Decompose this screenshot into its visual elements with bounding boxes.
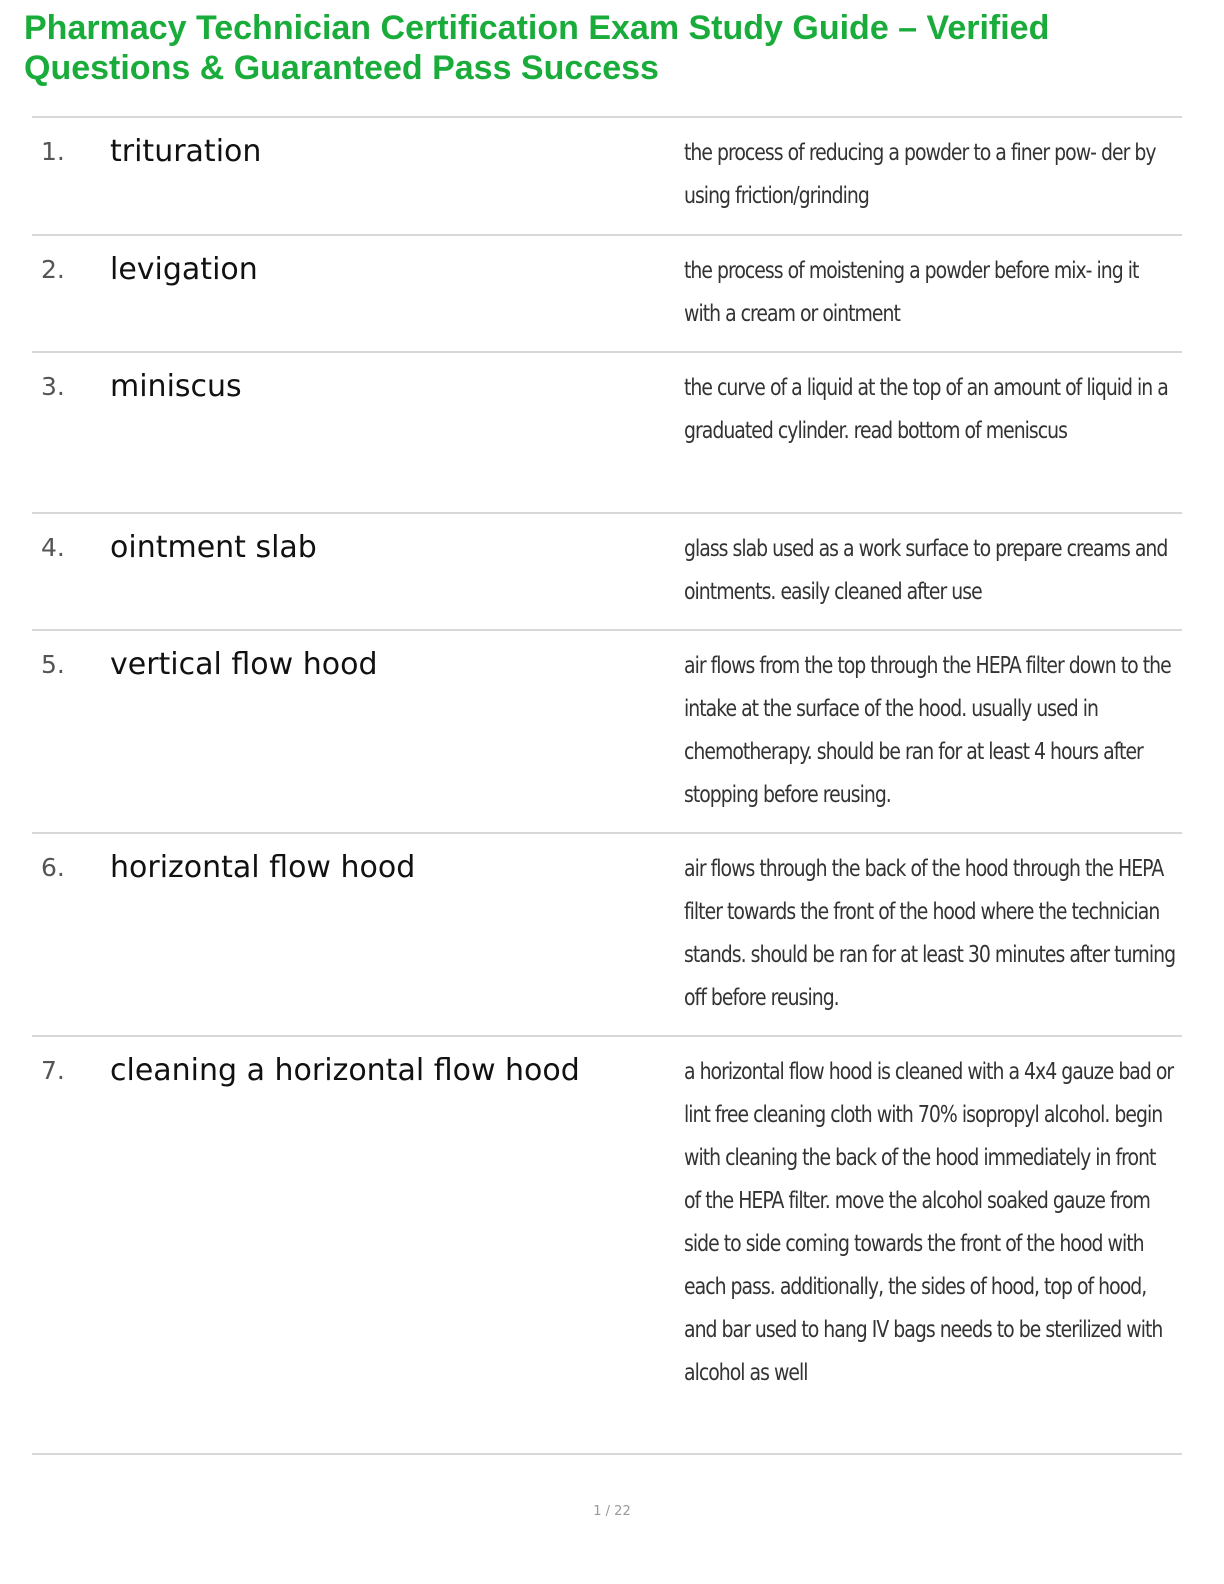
card-number: 5. bbox=[41, 650, 65, 679]
page-title: Pharmacy Technician Certification Exam Study Guide – Verified Questions & Guaranteed Pass Success bbox=[24, 9, 1050, 87]
flashcard-table bbox=[32, 116, 1182, 1455]
card-definition: the curve of a liquid at the top of an amount of liquid in a graduated cylinder. read bottom of meniscus bbox=[684, 375, 1168, 444]
card-term: vertical flow hood bbox=[110, 647, 378, 682]
table-row bbox=[32, 1037, 1182, 1455]
card-number: 7. bbox=[41, 1056, 65, 1085]
card-number: 4. bbox=[41, 533, 65, 562]
card-definition: air flows through the back of the hood through the HEPA filter towards the front of the hood where the technician stands. should be ran for at least 30 minutes after turning off before reusing. bbox=[684, 856, 1176, 1011]
card-definition: air flows from the top through the HEPA filter down to the intake at the surface of the hood. usually used in chemotherapy. should be ran for at least 4 hours after stopping before reusing. bbox=[684, 653, 1171, 808]
card-number: 3. bbox=[41, 372, 65, 401]
card-number: 1. bbox=[41, 137, 65, 166]
card-term: cleaning a horizontal flow hood bbox=[110, 1053, 580, 1088]
card-number: 6. bbox=[41, 853, 65, 882]
card-term: horizontal flow hood bbox=[110, 850, 416, 885]
table-row bbox=[32, 118, 1182, 236]
card-term: trituration bbox=[110, 134, 262, 169]
card-number: 2. bbox=[41, 255, 65, 284]
card-term: miniscus bbox=[110, 369, 242, 404]
card-term: ointment slab bbox=[110, 530, 317, 565]
card-definition: glass slab used as a work surface to prepare creams and ointments. easily cleaned after use bbox=[684, 536, 1168, 605]
table-row bbox=[32, 631, 1182, 834]
table-row bbox=[32, 834, 1182, 1037]
card-definition: a horizontal flow hood is cleaned with a 4x4 gauze bad or lint free cleaning cloth with 70% isopropyl alcohol. begin with cleaning the back of the hood immediately in front of the HEPA filter. move the alcohol soaked gauze from side to side coming towards the front of the hood with each pass. additionally, the sides of hood, top of hood, and bar used to hang IV bags needs to be sterilized with alcohol as well bbox=[684, 1059, 1174, 1386]
table-row bbox=[32, 236, 1182, 353]
card-definition: the process of reducing a powder to a finer pow- der by using friction/grinding bbox=[684, 140, 1156, 209]
card-term: levigation bbox=[110, 252, 258, 287]
table-row bbox=[32, 353, 1182, 514]
card-definition: the process of moistening a powder before mix- ing it with a cream or ointment bbox=[684, 258, 1139, 327]
table-row bbox=[32, 514, 1182, 631]
page-indicator: 1 / 22 bbox=[593, 1504, 631, 1519]
